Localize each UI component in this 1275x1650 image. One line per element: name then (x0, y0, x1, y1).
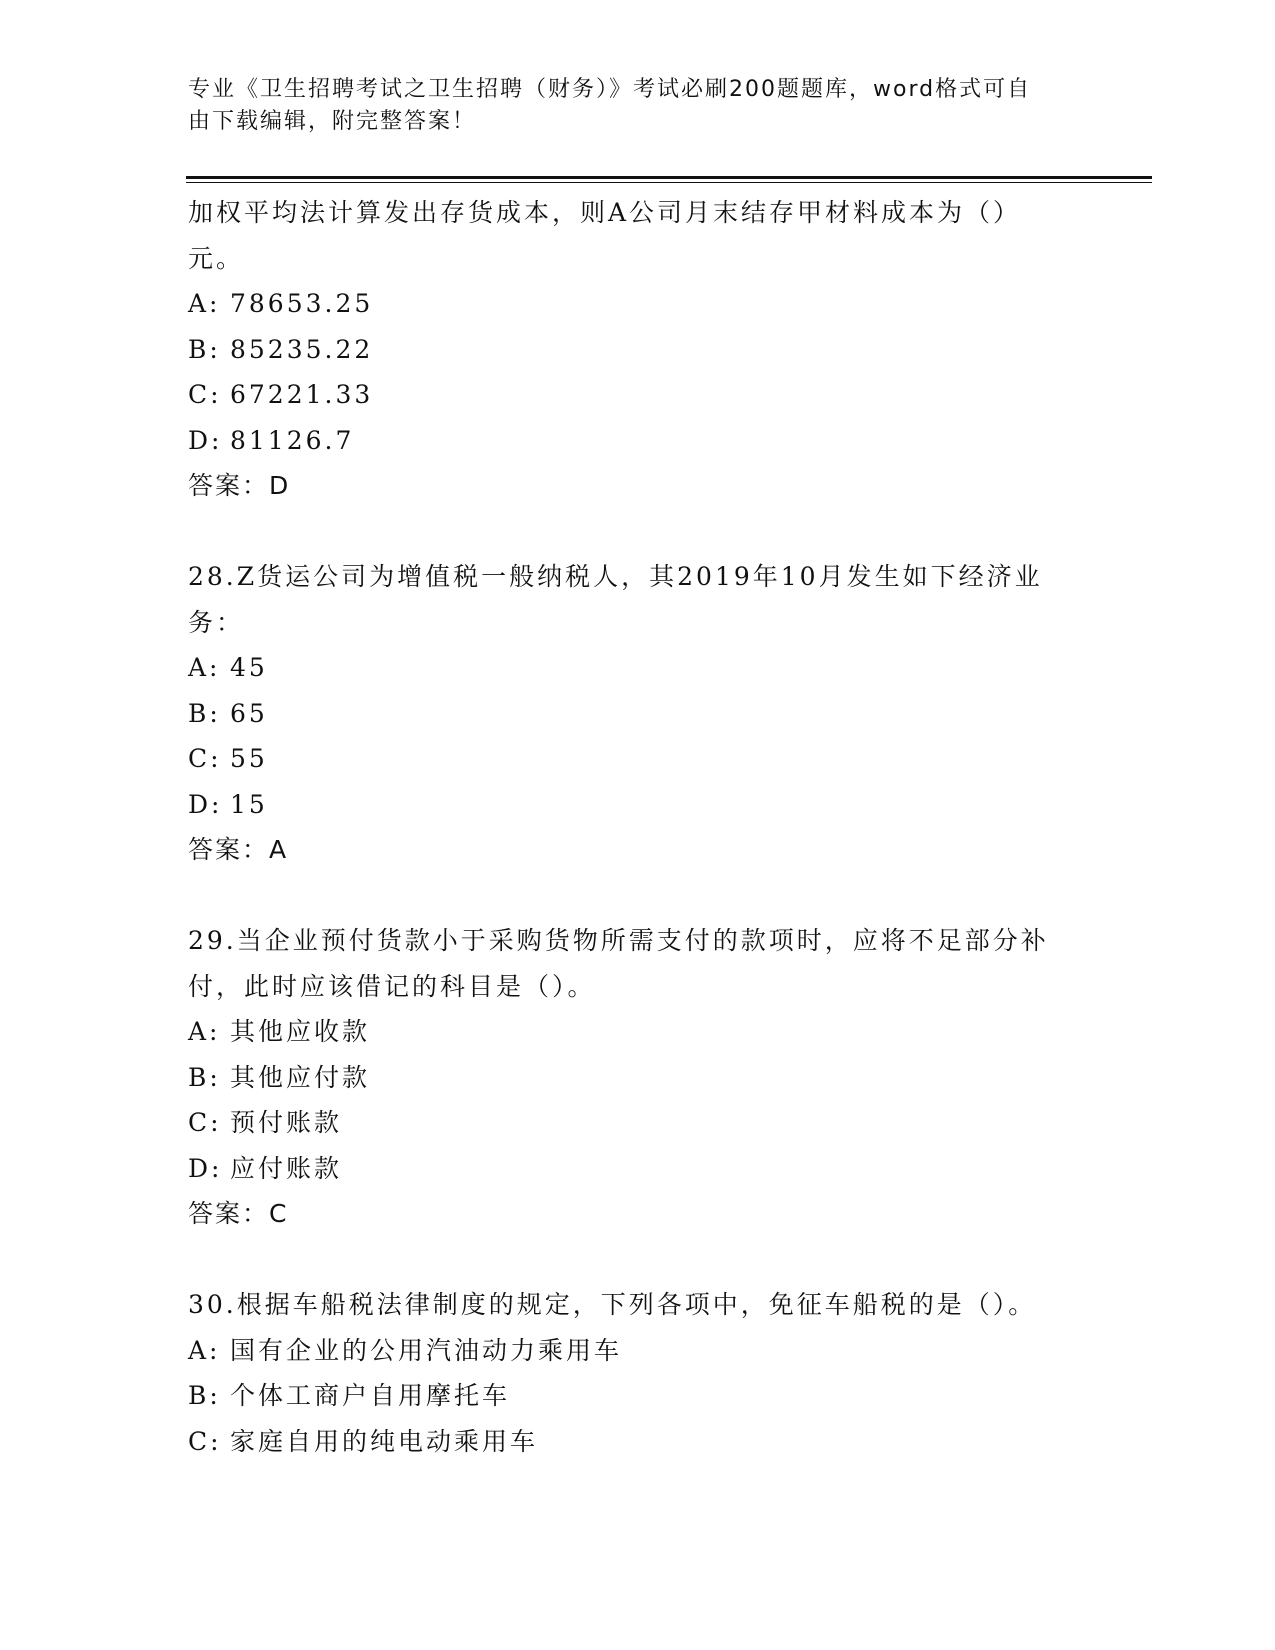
option-c (188, 1100, 1088, 1146)
option-key: C: (188, 744, 222, 773)
answer-line: 答案：C (188, 1199, 289, 1228)
question-29 (188, 918, 1088, 1237)
question-stem-line: 务： (188, 607, 245, 637)
question-28 (188, 554, 1088, 873)
option-key: D: (188, 425, 223, 455)
answer-line: 答案：A (188, 835, 289, 864)
header-divider-thick (186, 176, 1152, 179)
option-d (188, 418, 1088, 464)
option-text: 家庭自用的纯电动乘用车 (230, 1426, 539, 1456)
option-text: 其他应收款 (230, 1017, 371, 1046)
question-stem-line: 28.Z货运公司为增值税一般纳税人，其2019年10月发生如下经济业 (188, 562, 1043, 591)
option-c (188, 1419, 1088, 1465)
option-text: 应付账款 (230, 1153, 343, 1183)
option-b (188, 1373, 1088, 1419)
option-key: D: (188, 1153, 223, 1183)
option-a (188, 1009, 1088, 1055)
option-text: 15 (230, 789, 268, 819)
option-text: 国有企业的公用汽油动力乘用车 (230, 1335, 623, 1365)
question-stem-line: 元。 (188, 243, 245, 273)
option-key: B: (188, 1062, 221, 1092)
option-c (188, 372, 1088, 418)
option-key: B: (188, 334, 221, 364)
option-key: A: (188, 1335, 221, 1365)
option-d (188, 782, 1088, 828)
question-27 (188, 190, 1088, 509)
option-text: 预付账款 (230, 1108, 343, 1137)
option-text: 其他应付款 (230, 1062, 371, 1092)
header-divider-thin (186, 182, 1152, 183)
option-text: 85235.22 (230, 334, 374, 364)
question-list (188, 190, 1088, 1464)
question-30 (188, 1282, 1088, 1464)
option-key: A: (188, 1017, 221, 1046)
spacer (188, 873, 1088, 919)
spacer (188, 1237, 1088, 1283)
option-a (188, 281, 1088, 327)
question-stem-line: 30.根据车船税法律制度的规定，下列各项中，免征车船税的是（）。 (188, 1290, 1037, 1319)
option-text: 45 (230, 653, 268, 682)
option-key: A: (188, 653, 221, 682)
question-stem-line: 加权平均法计算发出存货成本，则A公司月末结存甲材料成本为（） (188, 198, 1022, 227)
question-stem-line: 29.当企业预付货款小于采购货物所需支付的款项时，应将不足部分补 (188, 926, 1049, 955)
option-b (188, 327, 1088, 373)
option-a (188, 645, 1088, 691)
option-key: B: (188, 1381, 221, 1410)
option-c (188, 736, 1088, 782)
option-b (188, 691, 1088, 737)
option-text: 67221.33 (230, 380, 374, 409)
option-key: A: (188, 289, 221, 318)
header-line-2: 由下载编辑，附完整答案！ (188, 109, 477, 134)
option-text: 78653.25 (230, 289, 374, 318)
option-key: C: (188, 1426, 222, 1456)
document-header (188, 74, 1068, 138)
question-stem-line: 付，此时应该借记的科目是（）。 (188, 971, 596, 1001)
option-key: D: (188, 789, 223, 819)
answer-line: 答案：D (188, 471, 291, 500)
option-b (188, 1055, 1088, 1101)
option-d (188, 1146, 1088, 1192)
option-text: 个体工商户自用摩托车 (230, 1381, 511, 1410)
option-text: 55 (230, 744, 268, 773)
option-key: B: (188, 698, 221, 728)
header-line-1: 专业《卫生招聘考试之卫生招聘（财务）》考试必刷200题题库，word格式可自 (188, 77, 1032, 102)
option-text: 81126.7 (230, 425, 355, 455)
spacer (188, 509, 1088, 555)
option-key: C: (188, 1108, 222, 1137)
option-key: C: (188, 380, 222, 409)
option-a (188, 1328, 1088, 1374)
option-text: 65 (230, 698, 268, 728)
